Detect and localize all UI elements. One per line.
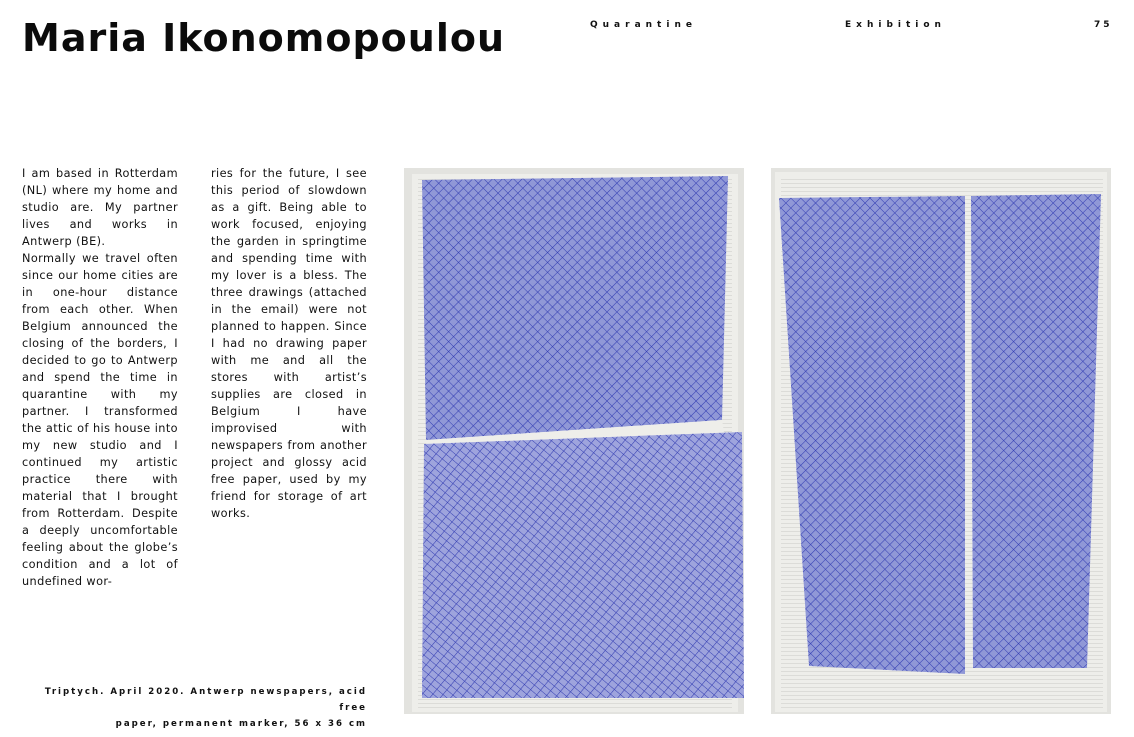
header-section-exhibition: Exhibition [845,20,946,30]
text-column-1 [22,165,178,590]
caption-line-1: Triptych. April 2020. Antwerp newspapers, acid free [44,687,367,713]
net-lower [422,432,744,698]
artwork-right [771,168,1111,714]
caption-line-2: paper, permanent marker, 56 x 36 cm [115,719,367,729]
header-section-quarantine: Quarantine [590,20,697,30]
net-strip-left [779,196,965,674]
net-drawing-shapes [771,168,1111,714]
net-strip-right [971,194,1101,668]
page-number: 75 [1094,20,1113,30]
paragraph-3: ries for the future, I see this period of slowdown as a gift. Being able to work focused, enjoying the garden in springtime and spending time with my lover is a bless. The three drawings (attached in the email) were not planned to happen. Since I had no drawing paper with me and all the stores with artist’s supplies are closed in Belgium I have improvised with newspapers from another project and glossy acid free paper, used by my friend for storage of art works. [211,167,367,520]
paragraph-1: I am based in Rotterdam (NL) where my home and studio are. My partner lives and works in Antwerp (BE). [22,167,178,248]
paragraph-2: Normally we travel often since our home cities are in one-hour distance from each other. When Belgium announced the closing of the borders, I decided to go to Antwerp and spend the time in quarantine with my partner. I transformed the attic of his house into my new studio and I continued my artistic practice there with material that I brought from Rotterdam. Despite a deeply uncomfortable feeling about the globe’s condition and a lot of undefined wor- [22,252,178,588]
text-column-2 [211,165,367,522]
author-name: Maria Ikonomopoulou [22,16,505,60]
net-drawing-shapes [404,168,744,714]
net-upper [422,176,728,440]
artwork-caption [40,684,367,732]
artwork-left [404,168,744,714]
